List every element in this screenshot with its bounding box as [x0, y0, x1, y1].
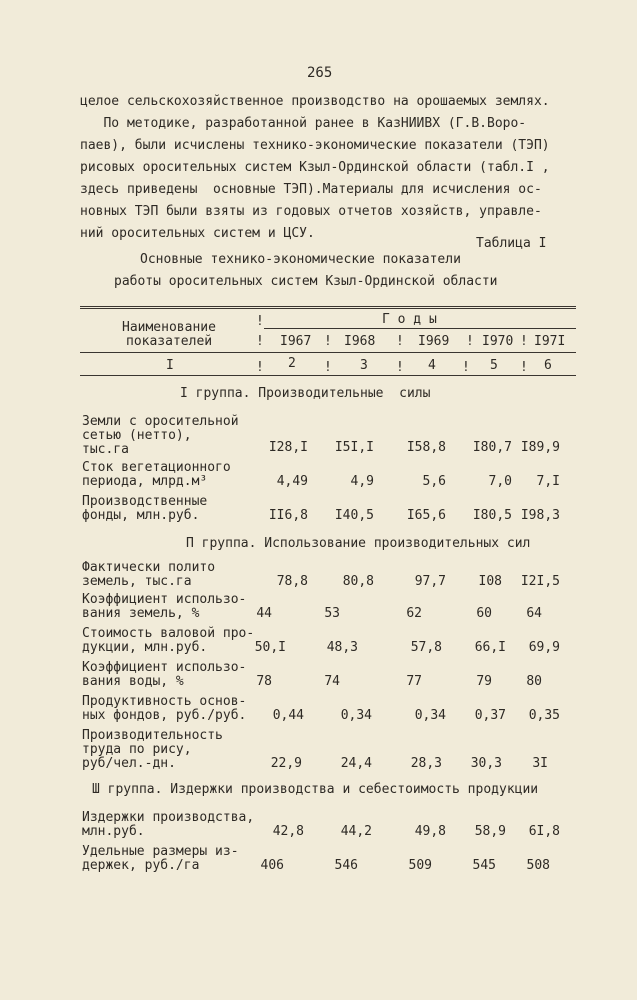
value-cell: I58,8 — [406, 440, 446, 455]
value-cell: 48,3 — [326, 640, 358, 655]
value-cell: I5I,I — [334, 440, 374, 455]
value-cell: I80,5 — [472, 508, 512, 523]
table-top-rule — [80, 308, 576, 309]
value-cell: 7,I — [536, 474, 560, 489]
header-separator: ! — [256, 360, 264, 375]
value-cell: 77 — [406, 674, 422, 689]
value-cell: 4,9 — [350, 474, 374, 489]
group-title: I группа. Производительные силы — [180, 386, 431, 401]
value-cell: 5,6 — [422, 474, 446, 489]
paragraph-line: новных ТЭП были взяты из годовых отчетов хозяйств, управле- — [80, 204, 542, 219]
value-cell: 546 — [334, 858, 358, 873]
row-label: Фактически полито — [82, 560, 216, 575]
value-cell: 97,7 — [414, 574, 446, 589]
row-label: Издержки производства, — [82, 810, 255, 825]
row-label: Удельные размеры из- — [82, 844, 239, 859]
value-cell: 4,49 — [276, 474, 308, 489]
row-label: Коэффициент использо- — [82, 660, 247, 675]
table-label: Таблица I — [476, 236, 547, 251]
column-number: 6 — [544, 358, 552, 373]
paragraph-line: По методике, разработанной ранее в КазНИИВХ (Г.В.Воро- — [80, 116, 527, 131]
row-label: вания земель, % — [82, 606, 200, 621]
year-header: I969 — [418, 334, 450, 349]
header-separator: ! — [256, 314, 264, 329]
value-cell: 44,2 — [340, 824, 372, 839]
header-separator: ! — [324, 360, 332, 375]
value-cell: 74 — [324, 674, 340, 689]
header-name: Наименование — [122, 320, 216, 335]
column-number: 5 — [490, 358, 498, 373]
row-label: руб/чел.-дн. — [82, 756, 176, 771]
row-label: земель, тыс.га — [82, 574, 192, 589]
paragraph-line: рисовых оросительных систем Кзыл-Ординской области (табл.I , — [80, 160, 550, 175]
value-cell: 80 — [526, 674, 542, 689]
value-cell: 7,0 — [488, 474, 512, 489]
table-title: работы оросительных систем Кзыл-Ординской области — [114, 274, 498, 289]
years-underline — [264, 328, 576, 329]
row-label: Сток вегетационного — [82, 460, 231, 475]
value-cell: I65,6 — [406, 508, 446, 523]
paragraph-line: паев), были исчислены технико-экономические показатели (ТЭП) — [80, 138, 550, 153]
value-cell: 62 — [406, 606, 422, 621]
value-cell: 3I — [532, 756, 548, 771]
header-bottom-rule — [80, 352, 576, 353]
value-cell: 22,9 — [270, 756, 302, 771]
header-name: показателей — [126, 334, 213, 349]
value-cell: 49,8 — [414, 824, 446, 839]
header-separator: ! — [396, 334, 404, 349]
value-cell: 0,35 — [528, 708, 560, 723]
header-separator: ! — [520, 334, 528, 349]
value-cell: 53 — [324, 606, 340, 621]
row-label: фонды, млн.руб. — [82, 508, 200, 523]
year-header: I967 — [280, 334, 312, 349]
column-number: 2 — [288, 356, 296, 371]
value-cell: 24,4 — [340, 756, 372, 771]
value-cell: 79 — [476, 674, 492, 689]
value-cell: 50,I — [254, 640, 286, 655]
value-cell: I80,7 — [472, 440, 512, 455]
year-header: I968 — [344, 334, 376, 349]
value-cell: I98,3 — [520, 508, 560, 523]
value-cell: I40,5 — [334, 508, 374, 523]
group-title: П группа. Использование производительных сил — [186, 536, 531, 551]
value-cell: 80,8 — [342, 574, 374, 589]
value-cell: 60 — [476, 606, 492, 621]
column-numbers-rule — [80, 375, 576, 376]
value-cell: I28,I — [268, 440, 308, 455]
value-cell: I08 — [478, 574, 502, 589]
value-cell: 42,8 — [272, 824, 304, 839]
row-label: дукции, млн.руб. — [82, 640, 208, 655]
value-cell: II6,8 — [268, 508, 308, 523]
column-number: 3 — [360, 358, 368, 373]
column-number: I — [166, 358, 174, 373]
page-number: 265 — [307, 65, 333, 81]
row-label: млн.руб. — [82, 824, 145, 839]
value-cell: 58,9 — [474, 824, 506, 839]
row-label: держек, руб./га — [82, 858, 200, 873]
paragraph-line: ний оросительных систем и ЦСУ. — [80, 226, 315, 241]
column-number: 4 — [428, 358, 436, 373]
value-cell: 44 — [256, 606, 272, 621]
value-cell: 69,9 — [528, 640, 560, 655]
table-top-rule — [80, 306, 576, 307]
value-cell: 66,I — [474, 640, 506, 655]
header-separator: ! — [324, 334, 332, 349]
row-label: Производственные — [82, 494, 208, 509]
value-cell: 406 — [260, 858, 284, 873]
row-label: тыс.га — [82, 442, 129, 457]
header-separator: ! — [256, 334, 264, 349]
row-label: сетью (нетто), — [82, 428, 192, 443]
value-cell: 0,34 — [340, 708, 372, 723]
row-label: Производительность — [82, 728, 223, 743]
row-label: вания воды, % — [82, 674, 184, 689]
row-label: периода, млрд.м³ — [82, 474, 208, 489]
paragraph-line: здесь приведены основные ТЭП).Материалы для исчисления ос- — [80, 182, 542, 197]
year-header: I97I — [534, 334, 566, 349]
value-cell: I89,9 — [520, 440, 560, 455]
value-cell: 509 — [408, 858, 432, 873]
value-cell: 78,8 — [276, 574, 308, 589]
value-cell: I2I,5 — [520, 574, 560, 589]
value-cell: 6I,8 — [528, 824, 560, 839]
table-title: Основные технико-экономические показатели — [140, 252, 461, 267]
row-label: ных фондов, руб./руб. — [82, 708, 247, 723]
value-cell: 0,34 — [414, 708, 446, 723]
value-cell: 545 — [472, 858, 496, 873]
value-cell: 0,44 — [272, 708, 304, 723]
header-separator: ! — [466, 334, 474, 349]
row-label: Стоимость валовой про- — [82, 626, 255, 641]
value-cell: 78 — [256, 674, 272, 689]
header-years-group: Г о д ы — [382, 312, 437, 327]
row-label: Земли с оросительной — [82, 414, 239, 429]
value-cell: 64 — [526, 606, 542, 621]
header-separator: ! — [462, 360, 470, 375]
paragraph-line: целое сельскохозяйственное производство на орошаемых землях. — [80, 94, 550, 109]
group-title: Ш группа. Издержки производства и себестоимость продукции — [92, 782, 539, 797]
header-separator: ! — [396, 360, 404, 375]
row-label: Коэффициент использо- — [82, 592, 247, 607]
row-label: Продуктивность основ- — [82, 694, 247, 709]
value-cell: 508 — [526, 858, 550, 873]
value-cell: 28,3 — [410, 756, 442, 771]
value-cell: 0,37 — [474, 708, 506, 723]
header-separator: ! — [520, 360, 528, 375]
value-cell: 57,8 — [410, 640, 442, 655]
year-header: I970 — [482, 334, 514, 349]
row-label: труда по рису, — [82, 742, 192, 757]
value-cell: 30,3 — [470, 756, 502, 771]
